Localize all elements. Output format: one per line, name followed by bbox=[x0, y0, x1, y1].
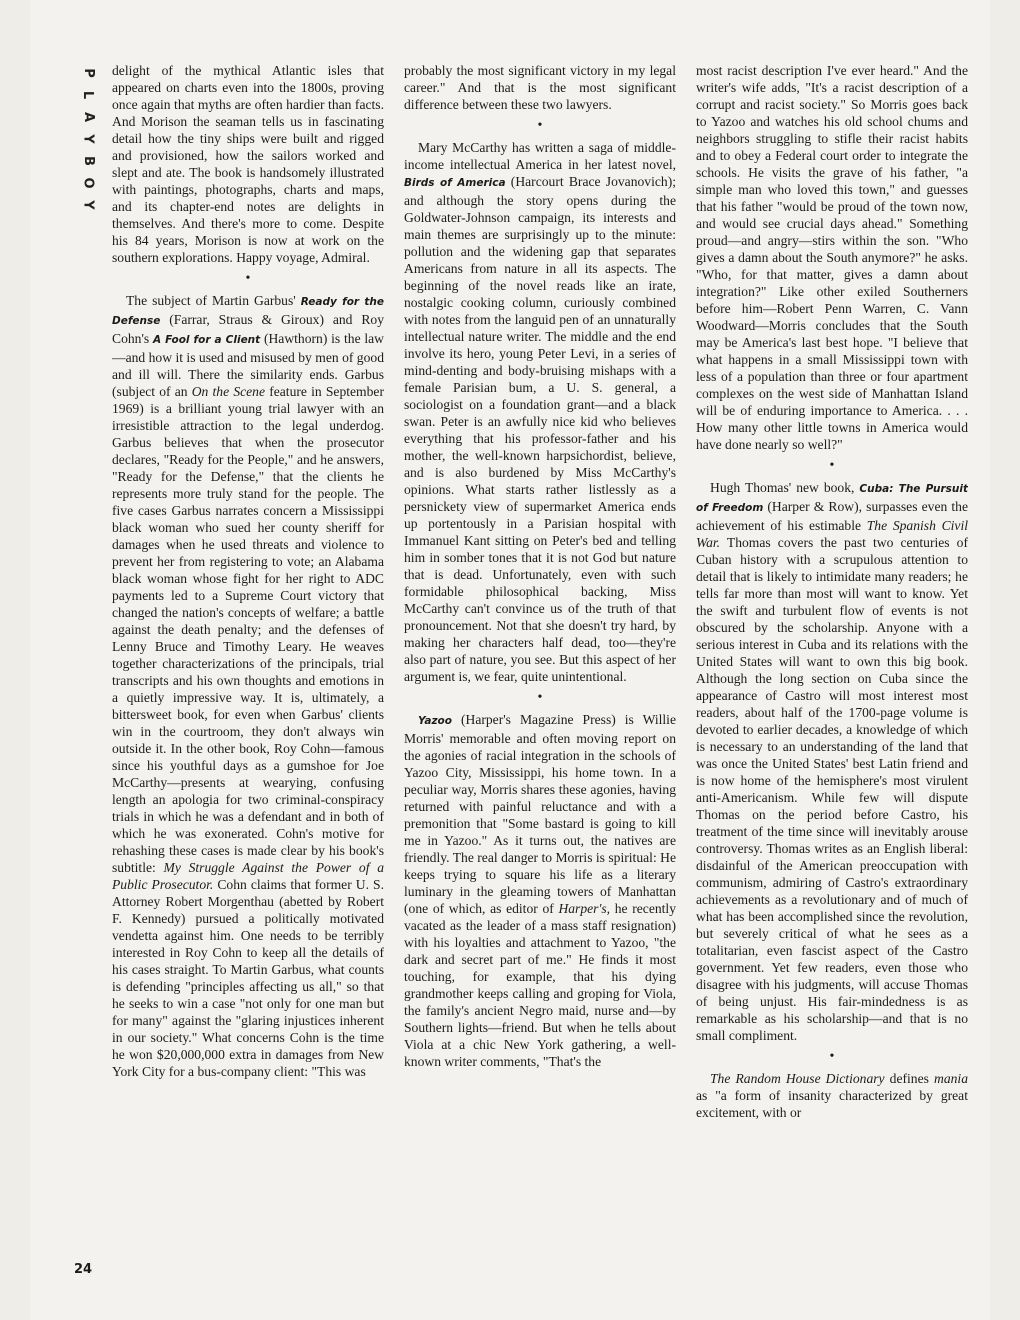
book-title: Birds of America bbox=[404, 177, 506, 189]
paragraph: most racist description I've ever heard." And the writer's wife adds, "It's a racist description of a corrupt and racist society." So Morris goes back to Yazoo and watches his old school chums and neighbors struggling to stifle their racist habits and to obey a Federal court order to integrate the schools. He visits the grave of his father, "a simple man who loved this town," and guesses that his father "would be proud of the town now, and would see crucial days ahead." Something proud—and angry—stirs within the son. "Who gives a damn about the South anymore?" he asks. "Who, for that matter, gives a damn about integration?" Like other exiled Southerners before him—Robert Penn Warren, C. Vann Woodward—Morris concludes that the South may be America's last best hope. "I believe that what happens in a small Mississippi town with less of a population than three or four apartment complexes on the west side of Manhattan Island will be of enduring importance to America. . . . How many other little towns in America would have done nearly so well?" bbox=[696, 63, 968, 452]
book-title: Cuba: The Pursuit of Freedom bbox=[696, 483, 968, 514]
masthead-letter: A bbox=[80, 111, 96, 123]
masthead-vertical bbox=[80, 62, 96, 216]
book-subtitle: My Struggle Against the Power of a Public Prosecutor. bbox=[112, 860, 384, 892]
masthead-letter: P bbox=[80, 68, 96, 78]
paragraph: delight of the mythical Atlantic isles that appeared on charts even into the 1800s, proving once again that myths are often hardier than facts. And Morison the seaman tells us in fascinating detail how the tiny ships were built and rigged and provisioned, how the sailors worked and slept and ate. The book is handsomely illustrated with paintings, photographs, charts and maps, and its chapter-end notes are delights in themselves. And there's more to come. Despite his 84 years, Morison is now at work on the southern explorations. Happy voyage, Admiral. bbox=[112, 63, 384, 265]
book-title: A Fool for a Client bbox=[152, 334, 261, 346]
paragraph: Mary McCarthy has written a saga of middle-income intellectual America in her latest novel, Birds of America (Harcourt Brace Jovanovich); and although the story opens during the Goldwater-Johnson campaign, its interests and main themes are surprisingly up to the minute: pollution and the widening gap that separates Americans from nature in all its aspects. The beginning of the novel reads like an irate, nostalgic cooking column, curiously combined with notes from the languid pen of an unnaturally intellectual nature writer. The middle and the end involve its hero, young Peter Levi, in a series of mind-denting and body-bruising mishaps with a female Parisian bum, a U. S. general, a sociologist on a foundation grant—and a black swan. Peter is an awfully nice kid who believes everything that his professor-father and his mother, the well-known harpsichordist, believe, and is also burdened by Miss McCarthy's opinions. What starts rather listlessly as a persnickety view of supermarket America ends up portentously in a Parisian hospital with Immanuel Kant sitting on Peter's bed and telling him in somber tones that it is not God but nature that is dead. Unfortunately, even with such formidable philosophical backing, Miss McCarthy can't convince us of the truth of that pronouncement. Not that she doesn't try hard, by making her characters half dead, too—they're also part of nature, you see. But this aspect of her argument is, we fear, quite unintentional. bbox=[404, 140, 676, 684]
paragraph: probably the most significant victory in my legal career." And that is the most significant difference between these two lawyers. bbox=[404, 63, 676, 112]
book-title-italic: The Spanish Civil War. bbox=[696, 518, 968, 550]
text-column-2 bbox=[404, 62, 676, 1292]
masthead-letter: Y bbox=[80, 134, 96, 144]
feature-title: On the Scene bbox=[191, 384, 266, 399]
masthead-letter: B bbox=[80, 156, 96, 166]
paragraph: The Random House Dictionary defines mania as "a form of insanity characterized by great excitement, with or bbox=[696, 1071, 968, 1120]
book-title: Ready for the Defense bbox=[112, 296, 384, 327]
page-number: 24 bbox=[74, 1262, 93, 1277]
defined-word: mania bbox=[934, 1071, 968, 1086]
section-separator: • bbox=[537, 118, 543, 133]
paragraph: Yazoo (Harper's Magazine Press) is Willie Morris' memorable and often moving report on the agonies of racial integration in the schools of Yazoo City, Mississippi, his home town. In a peculiar way, Morris shares these agonies, having returned with painful reluctance and with a premonition that "Some bastard is going to kill me in Yazoo." As it turns out, the natives are friendly. The real danger to Morris is spiritual: He keeps trying to square his life as a literary luminary in the gleaming towers of Manhattan (one of which, as editor of Harper's, he recently vacated as the leader of a mass staff resignation) with his loyalties and attachment to Yazoo, "the dark and secret part of me." He finds it most touching, for example, that his dying grandmother keeps calling and groping for Viola, the family's ancient Negro maid, nurse and—by Southern lights—friend. But when he tells about Viola at a chic New York gathering, a well-known writer comments, "That's the bbox=[404, 712, 676, 1069]
section-separator: • bbox=[537, 690, 543, 705]
magazine-title: Harper's, bbox=[558, 901, 611, 916]
section-separator: • bbox=[245, 271, 251, 286]
book-title-italic: The Random House Dictionary bbox=[710, 1071, 885, 1086]
paragraph: Hugh Thomas' new book, Cuba: The Pursuit of Freedom (Harper & Row), surpasses even the achievement of his estimable The Spanish Civil War. Thomas covers the past two centuries of Cuban history with a scrupulous attention to detail that is likely to intimidate many readers; he tells far more than most will want to know. Yet the swift and turbulent flow of events is not obscured by the scholarship. Anyone with a serious interest in Cuba and its relations with the United States will want to own this big book. Although the long section on Cuba since the appearance of Castro will most interest most readers, about half of the 1700-page volume is devoted to earlier decades, a knowledge of which is necessary to an understanding of the land that was once the United States' best Latin friend and is now home of the hemisphere's most virulent anti-Americanism. While few will dispute Thomas on the period before Castro, his treatment of the time since will inevitably arouse controversy. Thomas writes as an English liberal: disdainful of the American preoccupation with communism, admiring of Castro's extraordinary achievements as a revolutionary and of much of what has been accomplished since the revolution, but severely critical of what he sees as a totalitarian, even fascist aspect of the Castro government. Yet few readers, even those who disagree with his judgments, will accuse Thomas of being unjust. His fair-mindedness is as remarkable as his scholarship—and that is no small compliment. bbox=[696, 480, 968, 1043]
paragraph: The subject of Martin Garbus' Ready for the Defense (Farrar, Straus & Giroux) and Roy Cohn's A Fool for a Client (Hawthorn) is the law—and how it is used and misused by men of good and ill will. There the similarity ends. Garbus (subject of an On the Scene feature in September 1969) is a brilliant young trial lawyer with an irresistible attraction to the legal underdog. Garbus believes that when the prosecutor declares, "Ready for the People," and he answers, "Ready for the Defense," that the clients he represents more truly stand for the people. The five cases Garbus narrates concern a Mississippi black woman who sued her county sheriff for damages when he used threats and violence to prevent her from registering to vote; an Alabama black woman whose fight for her right to ADC payments led to a Supreme Court victory that changed the nation's concepts of welfare; a battle against the death penalty; and the defenses of Lenny Bruce and Timothy Leary. He weaves together characterizations of the principals, trial transcripts and his own thoughts and emotions in a quietly impressive way. It is, ultimately, a bittersweet book, for even when Garbus' clients win in the courtroom, they don't always win outside it. In the other book, Roy Cohn—famous since his youthful days as a gumshoe for Joe McCarthy—presents at wearying, confusing length an apologia for two criminal-conspiracy trials in which he was a defendant and in both of which he was exonerated. Cohn's motive for rehashing these cases is made clear by his book's subtitle: My Struggle Against the Power of a Public Prosecutor. Cohn claims that former U. S. Attorney Robert Morgenthau (abetted by Robert F. Kennedy) pursued a politically motivated vendetta against him. One needs to be terribly interested in Roy Cohn to keep all the details of his cases straight. To Martin Garbus, what counts is defending "principles affecting us all," so that he seeks to win a case "not only for one man but for many" against the "glaring injustices inherent in our society." What concerns Cohn is the time he won $20,000,000 extra in damages from New York City for a bus-company client: "This was bbox=[112, 293, 384, 1079]
magazine-page bbox=[30, 0, 990, 1320]
masthead-letter: L bbox=[80, 90, 96, 100]
section-separator: • bbox=[829, 458, 835, 473]
book-title: Yazoo bbox=[418, 715, 452, 727]
section-separator: • bbox=[829, 1049, 835, 1064]
text-column-3 bbox=[696, 62, 968, 1292]
masthead-letter: O bbox=[80, 177, 96, 189]
masthead-letter: Y bbox=[80, 200, 96, 210]
text-column-1 bbox=[112, 62, 384, 1292]
